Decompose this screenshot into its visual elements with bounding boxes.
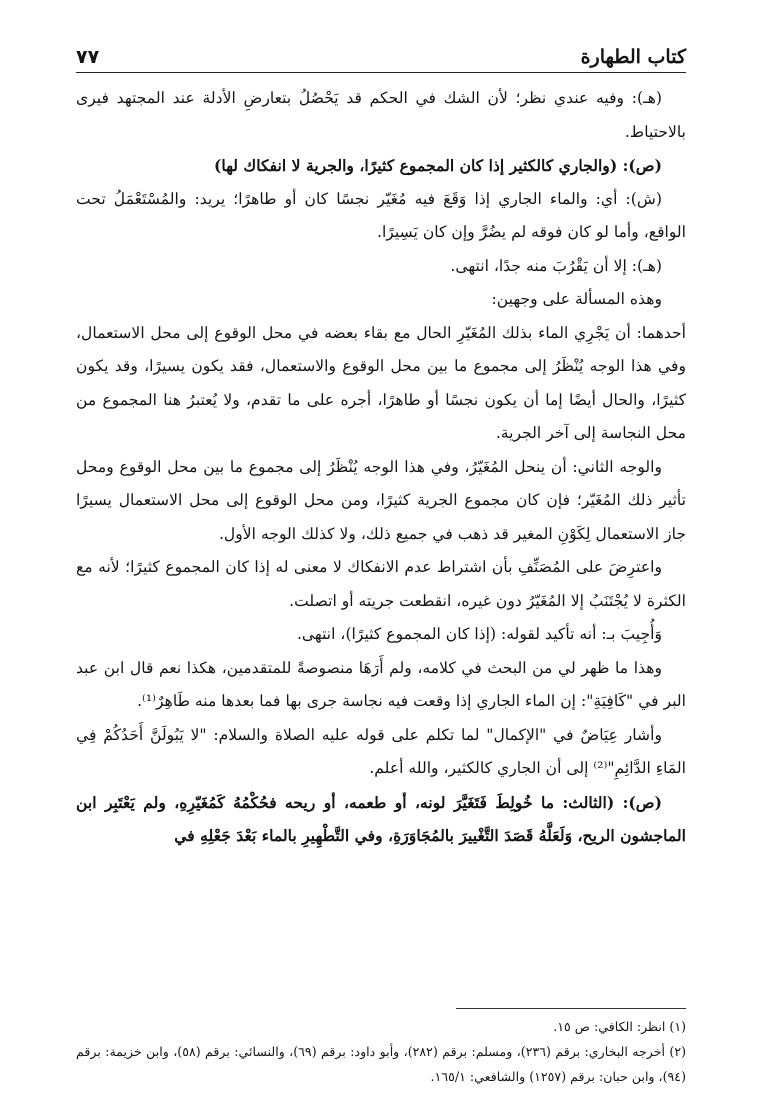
paragraph: والوجه الثاني: أن ينحل المُغَيّرُ، وفي هذا الوجه يُنْظَرُ إلى مجموع ما بين محل الوقوع ومحل تأثير ذلك المُغَيّر؛ فإن كان مجموع الجرية كثيرًا، ومن محل الوقوع إلى محل الاستعمال يسيرًا جاز الاستعمال لِكَوْنِ المغير قد ذهب في جميع ذلك، ولا كذلك الوجه الأول. [76,457,686,543]
paragraph: أحدهما: أن يَجْرِي الماء بذلك المُغَيّرِ الحال مع بقاء بعضه في محل الوقوع إلى محل الاستعمال، وفي هذا الوجه يُنْظَرُ إلى مجموع ما بين محل الوقوع والاستعمال، فقد يكون يسيرًا، وقد يكون كثيرًا، والحال أيضًا إما أن يكون نجسًا أو طاهرًا، أجره على ما تقدم، ولا يُعتبرُ هنا المجموع من محل النجاسة إلى آخر الجرية. [76,323,686,442]
footnote: (١) انظر: الكافي: ص ١٥. [553,1019,686,1034]
paragraph: وهذا ما ظهر لي من البحث في كلامه، ولم أَرَهَا منصوصةً للمتقدمين، هكذا نعم قال ابن عبد البر في "كَافِيَةِ": إن الماء الجاري إذا وقعت فيه نجاسة جرى بها فما بعدها منه طَاهِرٌ⁽¹⁾. [76,658,686,710]
paragraph: (هـ): وفيه عندي نظر؛ لأن الشك في الحكم قد يَحْصُلُ بتعارضِ الأدلة عند المجتهد فيرى بالاحتياط. [76,89,686,141]
paragraph: وَأُجِيبَ بـ: أنه تأكيد لقوله: (إذا كان المجموع كثيرًا)، انتهى. [296,625,662,643]
paragraph: (ش): أي: والماء الجاري إذا وَقَعَ فيه مُغَيّر نجسًا كان أو طاهرًا؛ يريد: والمُسْتَعْمَلُ تحت الواقع، وأما لو كان فوقه لم يضُرَّ وإن كان يَسِيرًا. [76,189,686,241]
paragraph: (ص): (والجاري كالكثير إذا كان المجموع كثيرًا، والجرية لا انفكاك لها) [213,156,662,175]
footnote-separator [456,1008,686,1009]
paragraph: واعترِضَ على المُصَنِّفِ بأن اشتراط عدم الانفكاك لا معنى له إذا كان المجموع كثيرًا؛ لأنه مع الكثرة لا يُجْتَنَبُ إلا المُغَيّرُ دون غيره، انقطعت جريته أو اتصلت. [76,558,686,610]
paragraph: (هـ): إلا أن يَقْرُبَ منه جدًا، انتهى. [450,256,662,275]
paragraph: وهذه المسألة على وجهين: [491,290,662,308]
paragraph: (ص): (الثالث: ما خُولِطَ فَتَغَيَّرَ لونه، أو طعمه، أو ريحه فحُكْمُهُ كَمُغَيّرِهِ، ولم يَعْتَبِر ابن الماجشون الريح، وَلَعَلَّهُ قَصَدَ التَّغْييرَ بالمُجَاوَرَةِ، وفي التَّطْهِيرِ بالماء بَعْدَ جَعْلِهِ في [76,792,686,845]
footnotes [76,1014,686,1089]
page-number: ٧٧ [76,46,100,68]
footnote: (٢) أخرجه البخاري: برقم (٢٣٦)، ومسلم: برقم (٢٨٢)، وأبو داود: برقم (٦٩)، والنسائي: برقم (٥٨)، وابن خزيمة: برقم (٩٤)، وابن حبان: برقم (١٢٥٧) والشافعي: ١٦٥/١. [76,1044,686,1084]
main-text [76,82,686,853]
running-title: كتاب الطهارة [580,46,686,68]
page-header [76,38,686,73]
paragraph: وأشار عِيَاضٌ في "الإكمال" لما تكلم على قوله عليه الصلاة والسلام: "لا يَبُولَنَّ أَحَدُكُمْ فِي المَاءِ الدَّائِمِ"⁽²⁾ إلى أن الجاري كالكثير، والله أعلم. [76,725,686,777]
